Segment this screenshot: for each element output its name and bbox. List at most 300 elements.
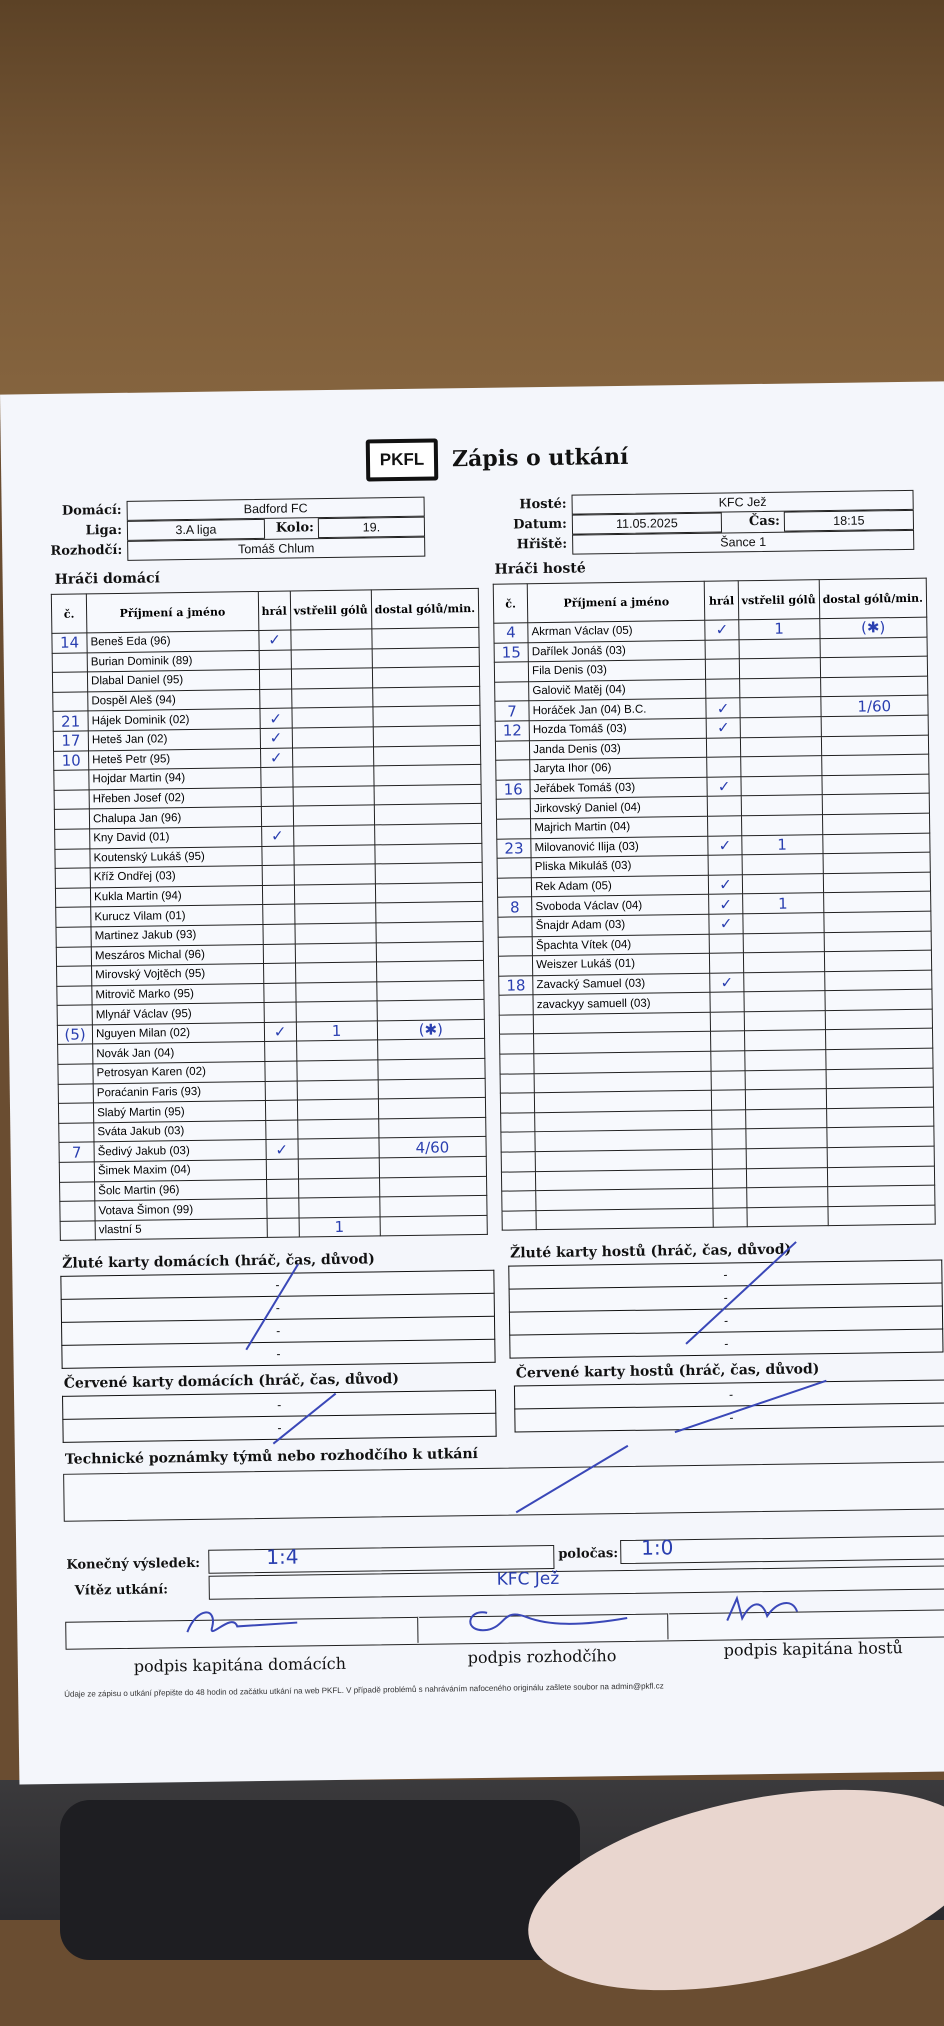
- goals-scored: [294, 884, 375, 905]
- goals-conceded: [374, 823, 482, 844]
- red-home-heading: Červené karty domácích (hráč, čas, důvod): [63, 1371, 400, 1392]
- card-row: -: [509, 1260, 942, 1289]
- played-mark: [706, 659, 739, 679]
- player-name: [535, 1110, 713, 1132]
- referee-signature: [457, 1596, 638, 1639]
- date-label: Datum:: [513, 516, 568, 533]
- player-name: Dospěl Aleš (94): [88, 689, 260, 711]
- goals-conceded: [823, 891, 931, 912]
- col-played: hrál: [705, 581, 739, 620]
- player-name: Majrich Martin (04): [531, 816, 709, 838]
- goals-conceded: [379, 1156, 487, 1177]
- goals-scored: [739, 638, 820, 659]
- player-number: 17: [53, 731, 88, 751]
- played-mark: [711, 1051, 744, 1071]
- player-number: [56, 946, 91, 966]
- goals-scored: 1: [741, 834, 822, 855]
- goals-conceded: [822, 813, 930, 834]
- goals-scored: [745, 1089, 826, 1110]
- goals-scored: [741, 815, 822, 836]
- goals-scored: [744, 991, 825, 1012]
- player-name: [536, 1188, 714, 1210]
- goals-scored: [747, 1206, 828, 1227]
- goals-conceded: 4/60: [379, 1137, 487, 1158]
- col-conceded: dostal gólů/min.: [819, 578, 927, 618]
- played-mark: [265, 1081, 297, 1101]
- red-home-table: [62, 1390, 497, 1443]
- player-name: Novák Jan (04): [93, 1042, 265, 1064]
- player-name: Rek Adam (05): [532, 875, 710, 897]
- player-name: Heteš Petr (95): [89, 748, 261, 770]
- player-number: [60, 1201, 95, 1221]
- played-mark: ✓: [266, 1139, 298, 1159]
- player-name: Nguyen Milan (02): [92, 1022, 264, 1044]
- goals-conceded: [823, 872, 931, 893]
- home-team-value: Badford FC: [127, 497, 425, 521]
- goals-conceded: [822, 833, 930, 854]
- goals-scored: 1: [296, 1021, 377, 1042]
- player-number: [498, 936, 532, 956]
- wooden-table: [0, 0, 944, 420]
- goals-conceded: 1/60: [821, 696, 929, 717]
- guest-roster-header: [493, 578, 927, 623]
- player-name: Slabý Martin (95): [94, 1101, 266, 1123]
- goals-scored: [739, 697, 820, 718]
- player-number: [501, 1171, 535, 1191]
- goals-conceded: [379, 1196, 487, 1217]
- goals-scored: [741, 795, 822, 816]
- goals-scored: [744, 1050, 825, 1071]
- time-value: 18:15: [784, 510, 914, 532]
- player-name: Akrman Václav (05): [528, 620, 706, 642]
- goals-scored: [293, 786, 374, 807]
- played-mark: ✓: [258, 630, 290, 650]
- card-row: -: [510, 1329, 943, 1358]
- goals-conceded: [375, 863, 483, 884]
- goals-conceded: [375, 882, 483, 903]
- played-mark: [260, 767, 292, 787]
- player-name: [534, 1032, 712, 1054]
- player-name: [535, 1130, 713, 1152]
- player-number: [497, 819, 531, 839]
- winner-value: KFC Jež: [496, 1568, 560, 1590]
- goals-scored: [295, 982, 376, 1003]
- goals-conceded: [825, 989, 933, 1010]
- goals-scored: [293, 825, 374, 846]
- player-number: [54, 809, 89, 829]
- referee-value: Tomáš Chlum: [127, 537, 425, 561]
- goals-scored: [744, 1030, 825, 1051]
- goals-conceded: [376, 921, 484, 942]
- played-mark: ✓: [261, 826, 293, 846]
- referee-label: Rozhodčí:: [50, 542, 123, 559]
- player-number: [502, 1191, 536, 1211]
- goals-scored: [298, 1158, 379, 1179]
- goals-conceded: [820, 656, 928, 677]
- goals-conceded: [827, 1127, 935, 1148]
- played-mark: ✓: [710, 972, 743, 992]
- player-name: Mlynář Václav (95): [92, 1003, 264, 1025]
- goals-scored: [740, 717, 821, 738]
- col-name: Příjmení a jméno: [86, 592, 258, 633]
- played-mark: [710, 933, 743, 953]
- player-name: Pliska Mikuláš (03): [531, 855, 709, 877]
- goals-conceded: [377, 1039, 485, 1060]
- col-scored: vstřelil gólů: [290, 590, 372, 630]
- player-name: Jaryta Ihor (06): [530, 757, 708, 779]
- goals-scored: [743, 913, 824, 934]
- goals-conceded: [375, 843, 483, 864]
- goals-scored: [295, 923, 376, 944]
- footer-note: Údaje ze zápisu o utkání přepište do 48 hodin od začátku utkání na web PKFL. V případě problémů s nahráváním nafoceného originálu zašlete soubor na admin@pkfl.cz: [64, 1681, 664, 1699]
- goals-conceded: [372, 686, 480, 707]
- goals-conceded: [821, 715, 929, 736]
- goals-conceded: [373, 765, 481, 786]
- played-mark: [712, 1090, 745, 1110]
- card-row: -: [514, 1380, 944, 1409]
- player-number: [55, 868, 90, 888]
- player-name: Špachta Vítek (04): [532, 934, 710, 956]
- player-name: Šnajdr Adam (03): [532, 914, 710, 936]
- player-number: [498, 956, 532, 976]
- player-name: Burian Dominik (89): [87, 650, 259, 672]
- goals-conceded: [827, 1185, 935, 1206]
- winner-label: Vítěz utkání:: [74, 1582, 169, 1599]
- goals-conceded: [826, 1087, 934, 1108]
- signature-divider: [667, 1613, 669, 1639]
- goals-scored: [291, 629, 372, 650]
- pkfl-logo: PKFL: [366, 438, 439, 481]
- goals-conceded: [378, 1117, 486, 1138]
- player-name: Zavacký Samuel (03): [533, 973, 711, 995]
- goals-scored: [292, 746, 373, 767]
- played-mark: [266, 1179, 298, 1199]
- player-number: [55, 848, 90, 868]
- player-number: [497, 858, 531, 878]
- goals-conceded: [376, 941, 484, 962]
- red-guest-table: [514, 1379, 944, 1432]
- goals-scored: [295, 962, 376, 983]
- player-name: Hozda Tomáš (03): [529, 718, 707, 740]
- player-number: [501, 1113, 535, 1133]
- goals-conceded: [827, 1166, 935, 1187]
- played-mark: [712, 1110, 745, 1130]
- goals-scored: [743, 971, 824, 992]
- guest-roster-table: [493, 578, 936, 1231]
- played-mark: [705, 639, 738, 659]
- played-mark: [706, 679, 739, 699]
- goals-scored: [743, 952, 824, 973]
- home-label: Domácí:: [61, 502, 122, 519]
- player-number: [60, 1221, 95, 1241]
- player-name: Šolc Martin (96): [95, 1179, 267, 1201]
- played-mark: ✓: [707, 718, 740, 738]
- player-number: [499, 1015, 533, 1035]
- played-mark: [711, 1070, 744, 1090]
- player-name: Šimek Maxim (04): [94, 1159, 266, 1181]
- goals-scored: [740, 756, 821, 777]
- pitch-label: Hřiště:: [516, 536, 568, 553]
- played-mark: ✓: [705, 620, 738, 640]
- col-played: hrál: [258, 591, 291, 630]
- played-mark: [262, 885, 294, 905]
- player-name: [534, 1071, 712, 1093]
- played-mark: [263, 963, 295, 983]
- goals-conceded: [372, 627, 480, 648]
- player-number: [500, 1073, 534, 1093]
- yellow-guest-heading: Žluté karty hostů (hráč, čas, důvod): [509, 1241, 792, 1262]
- goals-conceded: [824, 931, 932, 952]
- player-name: [536, 1169, 714, 1191]
- player-name: Milovanović Ilija (03): [531, 836, 709, 858]
- played-mark: [264, 1061, 296, 1081]
- goals-scored: [739, 677, 820, 698]
- player-name: Svoboda Václav (04): [532, 895, 710, 917]
- guest-captain-signature-label: podpis kapitána hostů: [723, 1638, 903, 1660]
- player-number: (5): [57, 1025, 92, 1045]
- played-mark: ✓: [709, 874, 742, 894]
- played-mark: [713, 1208, 746, 1228]
- goals-conceded: [377, 1000, 485, 1021]
- player-number: 7: [495, 701, 529, 721]
- card-row: -: [63, 1413, 496, 1442]
- goals-scored: [298, 1138, 379, 1159]
- played-mark: [266, 1159, 298, 1179]
- goals-conceded: [373, 725, 481, 746]
- player-name: Poraćanin Faris (93): [93, 1081, 265, 1103]
- dark-fabric: [60, 1800, 580, 1960]
- player-number: [59, 1123, 94, 1143]
- played-mark: ✓: [708, 835, 741, 855]
- player-name: Chalupa Jan (96): [89, 807, 261, 829]
- player-name: zavackyy samuell (03): [533, 993, 711, 1015]
- goals-scored: [292, 707, 373, 728]
- goals-scored: [295, 942, 376, 963]
- played-mark: [712, 1129, 745, 1149]
- player-name: [534, 1051, 712, 1073]
- player-name: Hájek Dominik (02): [88, 709, 260, 731]
- goals-conceded: [821, 754, 929, 775]
- card-row: -: [62, 1316, 495, 1345]
- goals-scored: 1: [742, 893, 823, 914]
- player-name: Sváta Jakub (03): [94, 1120, 266, 1142]
- goals-conceded: [822, 774, 930, 795]
- player-name: Hřeben Josef (02): [89, 787, 261, 809]
- card-row: -: [61, 1293, 494, 1322]
- goals-scored: [291, 688, 372, 709]
- halftime-value: 1:0: [641, 1535, 674, 1560]
- card-row: -: [509, 1306, 942, 1335]
- goals-conceded: [826, 1107, 934, 1128]
- league-value: 3.A liga: [127, 519, 265, 541]
- player-number: [58, 1103, 93, 1123]
- player-number: [498, 917, 532, 937]
- player-name: Mirovský Vojtěch (95): [92, 964, 264, 986]
- goals-conceded: (✱): [819, 617, 927, 638]
- goals-scored: [746, 1148, 827, 1169]
- played-mark: [262, 924, 294, 944]
- goals-conceded: [822, 793, 930, 814]
- home-captain-signature: [177, 1600, 338, 1642]
- player-name: [535, 1090, 713, 1112]
- player-number: [58, 1064, 93, 1084]
- card-row: -: [61, 1270, 494, 1299]
- goals-scored: [294, 864, 375, 885]
- goals-scored: [742, 854, 823, 875]
- goals-scored: 1: [299, 1217, 380, 1238]
- played-mark: [265, 1120, 297, 1140]
- goals-scored: [296, 1040, 377, 1061]
- played-mark: [263, 944, 295, 964]
- guests-label: Hosté:: [519, 496, 567, 513]
- final-score-label: Konečný výsledek:: [66, 1555, 201, 1573]
- player-name: Jeřábek Tomáš (03): [530, 777, 708, 799]
- played-mark: [262, 865, 294, 885]
- player-name: Heteš Jan (02): [88, 728, 260, 750]
- played-mark: ✓: [259, 708, 291, 728]
- goals-conceded: [824, 911, 932, 932]
- player-number: [56, 927, 91, 947]
- player-name: Koutenský Lukáš (95): [90, 846, 262, 868]
- goals-scored: [741, 775, 822, 796]
- player-name: Dařílek Jonáš (03): [528, 640, 706, 662]
- player-name: vlastní 5: [95, 1218, 267, 1240]
- player-name: Beneš Eda (96): [87, 631, 259, 653]
- goals-conceded: [374, 784, 482, 805]
- goals-conceded: [821, 735, 929, 756]
- goals-conceded: [378, 1078, 486, 1099]
- goals-scored: [291, 649, 372, 670]
- player-name: Jirkovský Daniel (04): [530, 797, 708, 819]
- player-number: 7: [59, 1142, 94, 1162]
- player-number: [494, 662, 528, 682]
- goals-conceded: [825, 1029, 933, 1050]
- player-number: [58, 1044, 93, 1064]
- home-players-heading: Hráči domácí: [54, 570, 160, 588]
- col-num: č.: [493, 584, 528, 623]
- col-conceded: dostal gólů/min.: [371, 588, 479, 628]
- halftime-label: poločas:: [558, 1546, 619, 1562]
- round-label: Kolo:: [275, 520, 315, 536]
- played-mark: ✓: [707, 777, 740, 797]
- player-number: 10: [54, 750, 89, 770]
- player-number: [495, 682, 529, 702]
- player-name: Weiszer Lukáš (01): [533, 953, 711, 975]
- goals-scored: [297, 1099, 378, 1120]
- player-number: [495, 740, 529, 760]
- player-number: [497, 877, 531, 897]
- goals-scored: [297, 1119, 378, 1140]
- player-name: Kurucz Vilam (01): [91, 905, 263, 927]
- player-name: Kříž Ondřej (03): [90, 866, 262, 888]
- played-mark: [266, 1198, 298, 1218]
- played-mark: ✓: [260, 748, 292, 768]
- played-mark: [263, 983, 295, 1003]
- col-scored: vstřelil gólů: [738, 580, 820, 620]
- goals-conceded: [820, 676, 928, 697]
- player-number: 14: [52, 633, 87, 653]
- goals-scored: [739, 658, 820, 679]
- referee-signature-label: podpis rozhodčího: [467, 1646, 617, 1668]
- player-number: 8: [498, 897, 532, 917]
- yellow-home-heading: Žluté karty domácích (hráč, čas, důvod): [62, 1251, 375, 1272]
- played-mark: [711, 1031, 744, 1051]
- round-value: 19.: [318, 517, 425, 538]
- player-name: Martinez Jakub (93): [91, 924, 263, 946]
- player-number: [58, 1084, 93, 1104]
- player-number: 18: [499, 975, 533, 995]
- played-mark: [707, 737, 740, 757]
- played-mark: ✓: [260, 728, 292, 748]
- played-mark: [267, 1218, 299, 1238]
- goals-conceded: [379, 1176, 487, 1197]
- player-number: 15: [494, 642, 528, 662]
- goals-scored: [296, 1001, 377, 1022]
- played-mark: ✓: [709, 894, 742, 914]
- player-number: [57, 1005, 92, 1025]
- goals-conceded: [825, 1009, 933, 1030]
- goals-conceded: [820, 637, 928, 658]
- goals-scored: [294, 903, 375, 924]
- player-number: 16: [496, 779, 530, 799]
- player-name: Horáček Jan (04) B.C.: [529, 699, 707, 721]
- played-mark: [707, 757, 740, 777]
- played-mark: [713, 1168, 746, 1188]
- player-name: [536, 1208, 714, 1230]
- played-mark: ✓: [706, 698, 739, 718]
- goals-conceded: [375, 902, 483, 923]
- goals-scored: [745, 1108, 826, 1129]
- player-name: Fila Denis (03): [529, 659, 707, 681]
- goals-conceded: [827, 1146, 935, 1167]
- player-name: Galovič Matěj (04): [529, 679, 707, 701]
- player-number: [52, 652, 87, 672]
- player-number: [500, 1093, 534, 1113]
- goals-conceded: [378, 1098, 486, 1119]
- goals-conceded: [373, 706, 481, 727]
- notes-box: [63, 1461, 944, 1521]
- goals-conceded: [826, 1068, 934, 1089]
- goals-conceded: [828, 1205, 936, 1226]
- card-row: -: [509, 1283, 942, 1312]
- player-number: [500, 1034, 534, 1054]
- guest-captain-signature: [717, 1589, 828, 1631]
- player-name: Votava Šimon (99): [95, 1199, 267, 1221]
- player-name: Šedivý Jakub (03): [94, 1140, 266, 1162]
- player-name: Hojdar Martin (94): [89, 768, 261, 790]
- goals-scored: [745, 1069, 826, 1090]
- goals-scored: [292, 727, 373, 748]
- home-roster-table: [51, 588, 488, 1241]
- player-number: 12: [495, 721, 529, 741]
- player-number: 23: [497, 838, 531, 858]
- goals-scored: [297, 1080, 378, 1101]
- played-mark: [710, 992, 743, 1012]
- goals-conceded: [372, 647, 480, 668]
- player-number: 4: [494, 623, 528, 643]
- yellow-guest-table: [508, 1260, 943, 1359]
- goals-scored: [298, 1197, 379, 1218]
- goals-scored: [744, 1011, 825, 1032]
- player-number: [501, 1152, 535, 1172]
- goals-conceded: (✱): [377, 1019, 485, 1040]
- player-number: [502, 1210, 536, 1230]
- played-mark: [708, 855, 741, 875]
- goals-scored: 1: [738, 619, 819, 640]
- played-mark: [713, 1149, 746, 1169]
- yellow-home-table: [60, 1270, 495, 1369]
- goals-conceded: [823, 852, 931, 873]
